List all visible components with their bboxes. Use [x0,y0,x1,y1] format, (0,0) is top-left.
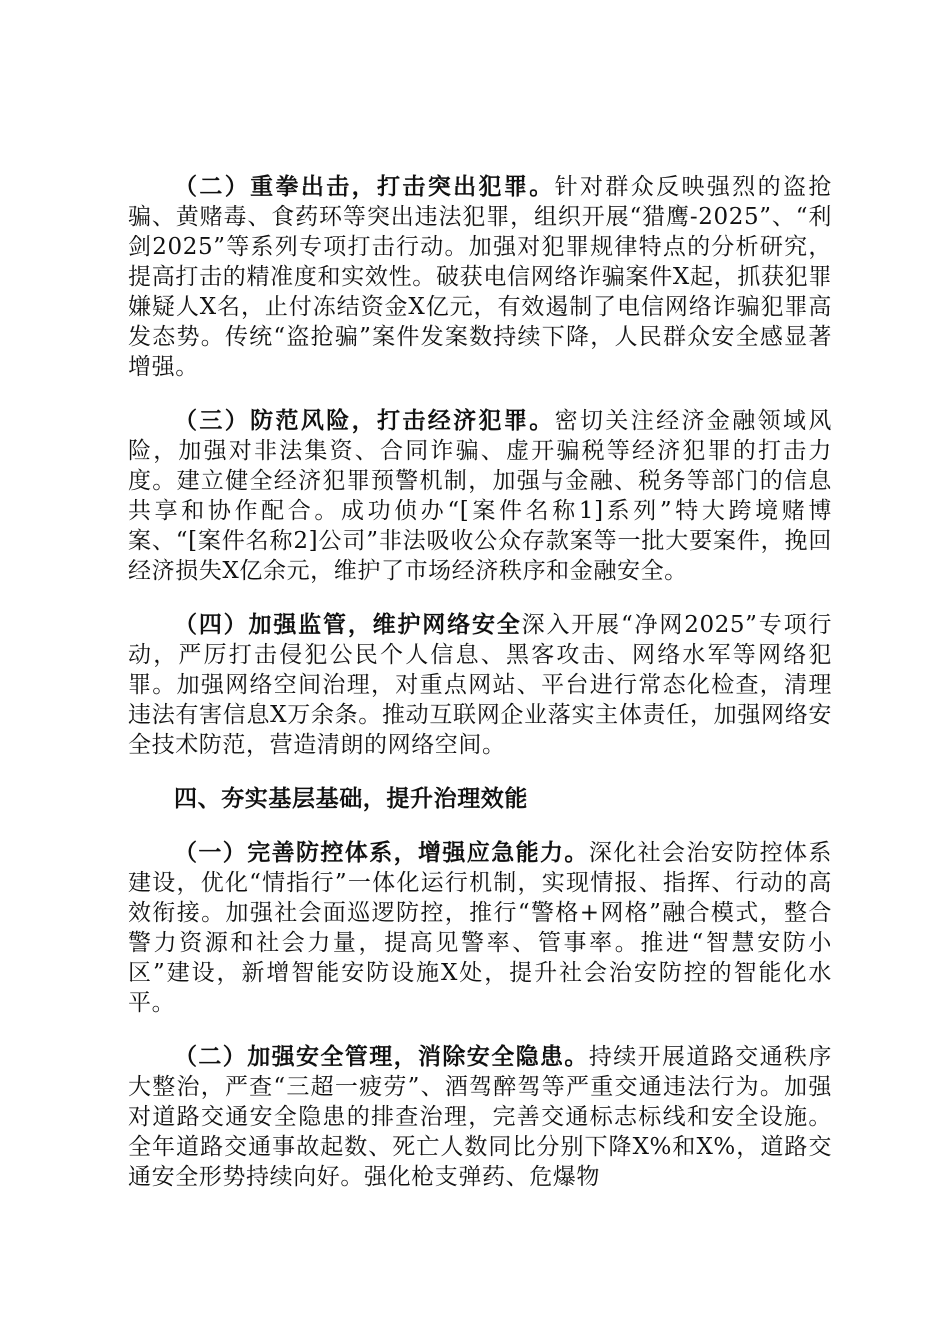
section-heading: 四、夯实基层基础，提升治理效能 [174,786,528,812]
paragraph-crackdown-crime [128,172,832,382]
paragraph-lead: （二）加强安全管理，消除安全隐患。 [174,1044,589,1070]
paragraph-body: 针对群众反映强烈的盗抢骗、黄赌毒、食药环等突出违法犯罪，组织开展“猎鹰-2025”、“利剑2025”等系列专项打击行动。加强对犯罪规律特点的分析研究，提高打击的精准度和实效性。破获电信网络诈骗案件X起，抓获犯罪嫌疑人X名，止付冻结资金X亿元，有效遏制了电信网络诈骗犯罪高发态势。传统“盗抢骗”案件发案数持续下降，人民群众安全感显著增强。 [128,174,832,380]
paragraph-lead: （二）重拳出击，打击突出犯罪。 [174,174,555,200]
paragraph-body: 深化社会治安防控体系建设，优化“情指行”一体化运行机制，实现情报、指挥、行动的高效衔接。加强社会面巡逻防控，推行“警格+网格”融合模式，整合警力资源和社会力量，提高见警率、管事率。推进“智慧安防小区”建设，新增智能安防设施X处，提升社会治安防控的智能化水平。 [128,840,833,1016]
paragraph-lead: （三）防范风险，打击经济犯罪。 [174,408,555,434]
paragraph-lead: （一）完善防控体系，增强应急能力。 [174,840,589,866]
paragraph-network-security [128,610,832,760]
paragraph-safety-management [128,1042,832,1192]
document-page [128,172,832,1216]
paragraph-body: 深入开展“净网2025”专项行动，严厉打击侵犯公民个人信息、黑客攻击、网络水军等网络犯罪。加强网络空间治理，对重点网站、平台进行常态化检查，清理违法有害信息X万余条。推动互联网企业落实主体责任，加强网络安全技术防范，营造清朗的网络空间。 [128,612,832,758]
paragraph-body: 持续开展道路交通秩序大整治，严查“三超一疲劳”、酒驾醉驾等严重交通违法行为。加强对道路交通安全隐患的排查治理，完善交通标志标线和安全设施。全年道路交通事故起数、死亡人数同比分别下降X%和X%，道路交通安全形势持续向好。强化枪支弹药、危爆物 [128,1044,833,1190]
paragraph-lead: （四）加强监管，维护网络安全 [174,612,522,638]
paragraph-economic-crime [128,406,832,586]
paragraph-body: 密切关注经济金融领域风险，加强对非法集资、合同诈骗、虚开骗税等经济犯罪的打击力度。建立健全经济犯罪预警机制，加强与金融、税务等部门的信息共享和协作配合。成功侦办“[案件名称1]系列”特大跨境赌博案、“[案件名称2]公司”非法吸收公众存款案等一批大要案件，挽回经济损失X亿余元，维护了市场经济秩序和金融安全。 [128,408,832,584]
paragraph-prevention-system [128,838,832,1018]
